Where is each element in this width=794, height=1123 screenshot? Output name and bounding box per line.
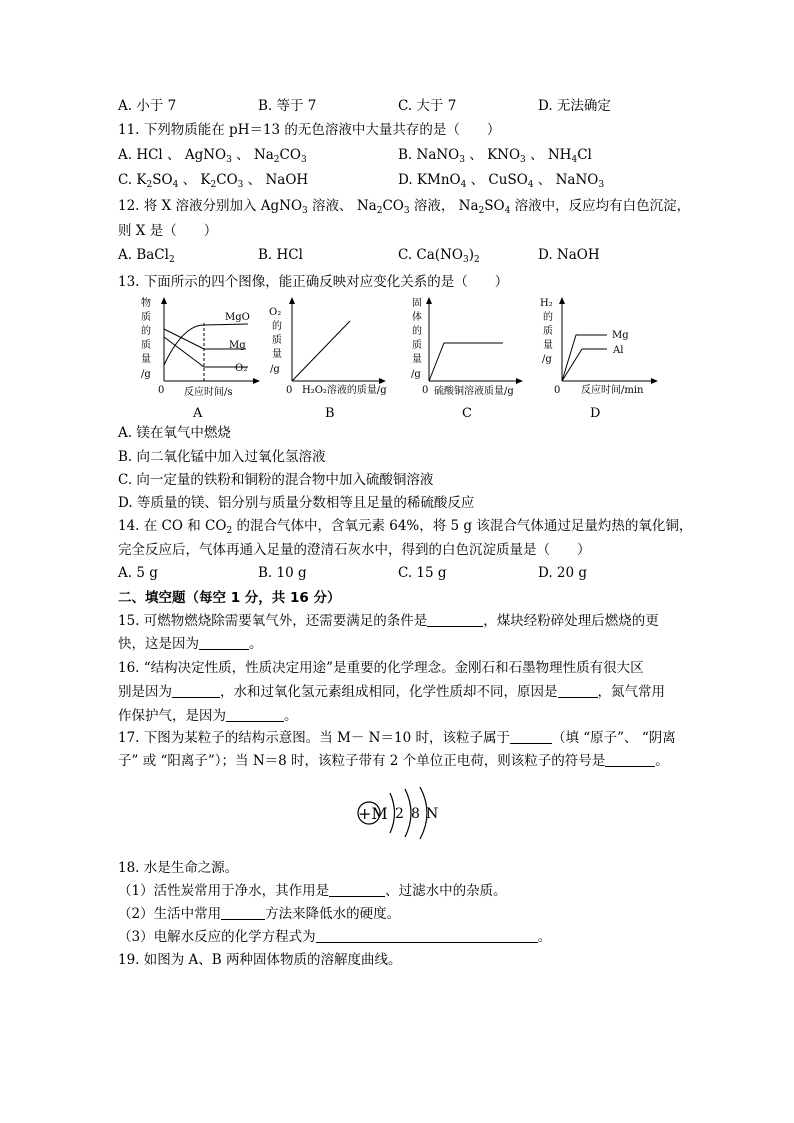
answer-blank[interactable] xyxy=(427,612,483,627)
q13-stem: 13. 下面所示的四个图像，能正确反映对应变化关系的是（ ） xyxy=(118,274,509,290)
q11-option-c: C. $K_2SO_4$ 、 $K_2CO_3$ 、 NaOH xyxy=(118,172,309,190)
q18-part1: （1）活性炭常用于净水，其作用是 、过滤水中的杂质。 xyxy=(118,883,507,899)
q10-option-c: C. 大于 7 xyxy=(398,98,457,114)
q16-line2: 别是因为 ，水和过氧化氢元素组成相同，化学性质却不同，原因是 ，氮气常用 xyxy=(118,684,665,700)
graph-a-ylabel: 物 xyxy=(141,298,151,309)
shell-3-count: N xyxy=(426,806,439,822)
origin-label: 0 xyxy=(554,385,561,396)
q12-option-b: B. HCl xyxy=(258,247,303,263)
x-axis-arrow-icon xyxy=(516,378,523,384)
answer-blank[interactable] xyxy=(510,729,552,744)
electron-shell-arc xyxy=(390,793,395,833)
legend-mgo: MgO xyxy=(225,312,250,323)
q14-option-b: B. 10 g xyxy=(258,565,307,581)
y-axis-arrow-icon xyxy=(559,297,565,304)
q14-stem-line2: 完全反应后，气体再通入足量的澄清石灰水中，得到的白色沉淀质量是（ ） xyxy=(118,542,591,558)
graph-c-ylabel: 质 xyxy=(412,340,422,351)
curve-solid xyxy=(429,343,503,381)
origin-label: 0 xyxy=(158,385,165,396)
graph-a-xlabel: 反应时间/s xyxy=(184,387,233,398)
answer-blank[interactable] xyxy=(199,635,249,650)
graph-d-ylabel: /g xyxy=(542,354,552,365)
graph-c xyxy=(403,293,538,423)
graph-d xyxy=(532,293,682,423)
graph-d-ylabel: 质 xyxy=(543,326,553,337)
graph-d-ylabel: 的 xyxy=(543,312,553,323)
answer-blank[interactable] xyxy=(558,683,598,698)
graph-c-ylabel: 固 xyxy=(412,298,422,309)
graph-a-ylabel: /g xyxy=(141,369,151,380)
graph-b-ylabel: 的 xyxy=(272,321,282,332)
section-heading: 二、填空题（每空 1 分，共 16 分） xyxy=(118,590,341,606)
y-axis-arrow-icon xyxy=(426,297,432,304)
q16-line3: 作保护气，是因为 。 xyxy=(118,708,298,724)
q13-option-d: D. 等质量的镁、铝分别与质量分数相等且足量的稀硫酸反应 xyxy=(118,495,475,511)
graph-d-xlabel: 反应时间/min xyxy=(581,385,644,396)
curve-al xyxy=(562,349,607,381)
q14-option-c: C. 15 g xyxy=(398,565,447,581)
graph-b xyxy=(264,293,399,423)
graph-d-caption: D xyxy=(590,406,601,421)
q18-stem: 18. 水是生命之源。 xyxy=(118,860,239,876)
q14-option-a: A. 5 g xyxy=(118,565,158,581)
answer-blank[interactable] xyxy=(226,707,284,722)
graph-b-ylabel: 量 xyxy=(272,349,282,360)
q18-part3: （3）电解水反应的化学方程式为 。 xyxy=(118,929,552,945)
answer-blank[interactable] xyxy=(172,683,220,698)
origin-label: 0 xyxy=(286,385,293,396)
answer-blank[interactable] xyxy=(605,752,655,767)
q12-stem-line2: 则 X 是（ ） xyxy=(118,223,218,239)
q15-line2: 快，这是因为 。 xyxy=(118,636,263,652)
graph-b-ylabel: O₂ xyxy=(269,307,282,318)
q13-option-c: C. 向一定量的铁粉和铜粉的混合物中加入硫酸铜溶液 xyxy=(118,472,434,488)
graph-a-ylabel: 质 xyxy=(141,312,151,323)
graph-a-caption: A xyxy=(193,406,203,421)
x-axis-arrow-icon xyxy=(253,378,260,384)
answer-blank[interactable] xyxy=(329,882,385,897)
graph-a-ylabel: 质 xyxy=(141,340,151,351)
answer-blank[interactable] xyxy=(221,905,265,920)
q18-part2: （2）生活中常用 方法来降低水的硬度。 xyxy=(118,906,401,922)
q14-option-d: D. 20 g xyxy=(538,565,588,581)
graph-b-caption: B xyxy=(325,406,335,421)
q17-line2: 子” 或 “阳离子”）；当 N＝8 时，该粒子带有 2 个单位正电荷，则该粒子的符号是 。 xyxy=(118,753,669,769)
q12-option-a: A. BaCl$_2$ xyxy=(118,247,175,265)
graph-a-ylabel: 量 xyxy=(141,354,151,365)
graph-b-ylabel: 质 xyxy=(272,335,282,346)
q11-stem: 11. 下列物质能在 pH＝13 的无色溶液中大量共存的是（ ） xyxy=(118,122,501,138)
graph-a-ylabel: 的 xyxy=(141,326,151,337)
graph-c-ylabel: /g xyxy=(411,369,421,380)
line-o2 xyxy=(292,321,350,381)
q19-stem: 19. 如图为 A、B 两种固体物质的溶解度曲线。 xyxy=(118,952,402,968)
legend-al: Al xyxy=(613,345,624,356)
x-axis-arrow-icon xyxy=(379,378,386,384)
atom-structure-diagram xyxy=(350,785,450,841)
graph-c-ylabel: 的 xyxy=(412,326,422,337)
x-axis-arrow-icon xyxy=(651,378,658,384)
graph-c-xlabel: 硫酸铜溶液质量/g xyxy=(434,386,514,397)
y-axis-arrow-icon xyxy=(289,297,295,304)
graph-b-ylabel: /g xyxy=(270,364,280,375)
graph-c-ylabel: 体 xyxy=(412,312,422,323)
origin-label: 0 xyxy=(422,385,429,396)
q17-line1: 17. 下图为某粒子的结构示意图。当 M－ N＝10 时，该粒子属于 （填 “原子”、 “阴离 xyxy=(118,730,676,746)
q12-option-c: C. $Ca(NO_3)_2$ xyxy=(398,247,480,265)
legend-mg: Mg xyxy=(229,340,246,351)
q11-option-b: B. NaNO$_3$ 、 $KNO_3$ 、 $NH_4Cl$ xyxy=(398,147,592,165)
nucleus-charge: +M xyxy=(358,804,388,823)
graph-a xyxy=(138,293,273,423)
q11-option-d: D. KMnO$_4$ 、 CuSO$_4$ 、 NaNO$_3$ xyxy=(398,172,605,190)
graph-c-caption: C xyxy=(462,406,472,421)
answer-blank[interactable] xyxy=(316,928,538,943)
q12-option-d: D. NaOH xyxy=(538,247,600,263)
shell-2-count: 8 xyxy=(411,806,420,822)
q10-option-a: A. 小于 7 xyxy=(118,98,177,114)
graph-d-ylabel: H₂ xyxy=(540,298,553,309)
q16-line1: 16. “结构决定性质，性质决定用途”是重要的化学理念。金刚石和石墨物理性质有很大区 xyxy=(118,660,644,676)
q11-option-a: A. HCl 、 AgNO$_3$ 、 $Na_2CO_3$ xyxy=(118,147,307,165)
graph-d-ylabel: 量 xyxy=(543,340,553,351)
q15-line1: 15. 可燃物燃烧除需要氧气外，还需要满足的条件是 ，煤块经粉碎处理后燃烧的更 xyxy=(118,613,659,629)
legend-o2: O₂ xyxy=(235,363,248,374)
q10-option-d: D. 无法确定 xyxy=(538,98,611,114)
graph-b-xlabel: H₂O₂溶液的质量/g xyxy=(302,385,387,396)
graph-c-ylabel: 量 xyxy=(412,354,422,365)
legend-mg: Mg xyxy=(612,330,629,341)
q14-stem: 14. 在 CO 和 $CO_2$ 的混合气体中，含氧元素 64%，将 5 g 该混合气体通过足量灼热的氧化铜， xyxy=(118,518,693,536)
curve-mg xyxy=(562,335,607,381)
shell-1-count: 2 xyxy=(395,806,404,822)
q13-option-a: A. 镁在氧气中燃烧 xyxy=(118,425,231,441)
q12-stem: 12. 将 X 溶液分别加入 AgNO$_3$ 溶液、 $Na_2CO_3$ 溶液， $Na_2SO_4$ 溶液中，反应均有白色沉淀， xyxy=(118,198,691,216)
q10-option-b: B. 等于 7 xyxy=(258,98,317,114)
q13-option-b: B. 向二氧化锰中加入过氧化氢溶液 xyxy=(118,449,326,465)
y-axis-arrow-icon xyxy=(161,297,167,304)
